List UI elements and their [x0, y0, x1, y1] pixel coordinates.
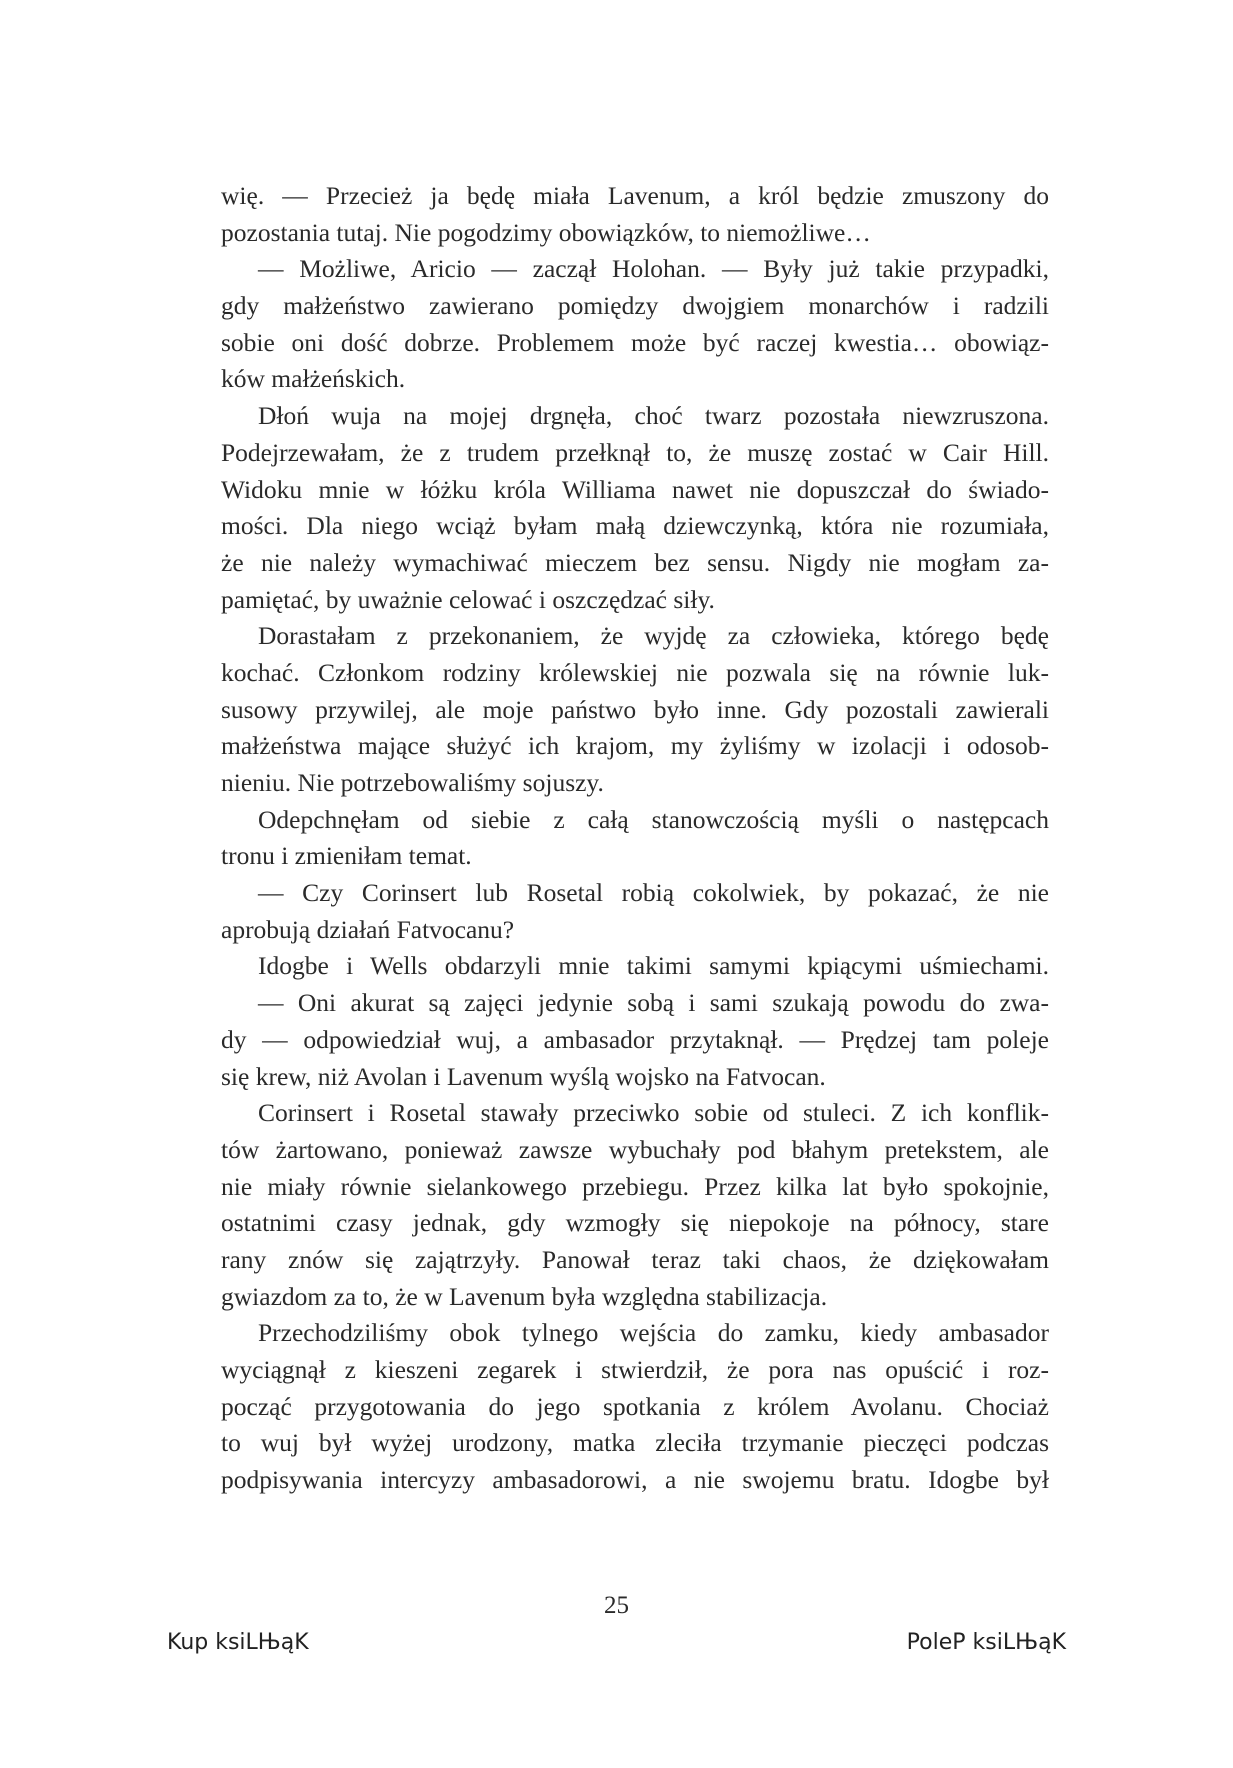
text-line: wyciągnął z kieszeni zegarek i stwierdził, że pora nas opuścić i roz-	[221, 1355, 1049, 1384]
text-line: — Oni akurat są zajęci jedynie sobą i sami szukają powodu do zwa-	[258, 988, 1049, 1018]
text-line: to wuj był wyżej urodzony, matka zleciła trzymanie pieczęci podczas	[221, 1428, 1049, 1458]
text-line: Odepchnęłam od siebie z całą stanowczością myśli o następcach	[258, 804, 1049, 834]
text-line: mości. Dla niego wciąż byłam małą dziewczynką, która nie rozumiała,	[221, 511, 1049, 541]
text-line: pamiętać, by uważnie celować i oszczędzać siły.	[221, 584, 715, 614]
text-line: małżeństwa mające służyć ich krajom, my żyliśmy w izolacji i odosob-	[221, 731, 1049, 761]
text-line: Dłoń wuja na mojej drgnęła, choć twarz pozostała niewzruszona.	[258, 401, 1049, 431]
text-line: Widoku mnie w łóżku króla Williama nawet nie dopuszczał do świado-	[221, 474, 1049, 504]
text-line: Podejrzewałam, że z trudem przełknął to, że muszę zostać w Cair Hill.	[221, 437, 1049, 467]
text-line: gdy małżeństwo zawierano pomiędzy dwojgiem monarchów i radzili	[221, 291, 1049, 321]
text-line: Przechodziliśmy obok tylnego wejścia do zamku, kiedy ambasador	[258, 1318, 1049, 1348]
footer-buy-link[interactable]: Kup ksiLЊąK	[167, 1630, 309, 1655]
text-line: susowy przywilej, ale moje państwo było inne. Gdy pozostali zawierali	[221, 694, 1049, 724]
text-line: się krew, niż Avolan i Lavenum wyślą wojsko na Fatvocan.	[221, 1061, 826, 1091]
text-line: gwiazdom za to, że w Lavenum była względna stabilizacja.	[221, 1281, 828, 1311]
text-line: Corinsert i Rosetal stawały przeciwko sobie od stuleci. Z ich konflik-	[258, 1098, 1049, 1128]
text-line: wię. — Przecież ja będę miała Lavenum, a król będzie zmuszony do	[221, 181, 1049, 210]
text-line: — Czy Corinsert lub Rosetal robią cokolwiek, by pokazać, że nie	[258, 878, 1049, 908]
text-line: tów żartowano, ponieważ zawsze wybuchały pod błahym pretekstem, ale	[221, 1134, 1049, 1164]
text-line: nieniu. Nie potrzebowaliśmy sojuszy.	[221, 768, 604, 797]
text-line: aprobują działań Fatvocanu?	[221, 914, 515, 944]
body-text	[221, 178, 1049, 1499]
page-number: 25	[604, 1592, 629, 1619]
text-line: pozostania tutaj. Nie pogodzimy obowiązków, to niemożliwe…	[221, 217, 871, 247]
text-line: ków małżeńskich.	[221, 364, 406, 394]
text-line: kochać. Członkom rodziny królewskiej nie pozwala się na równie luk-	[221, 657, 1049, 687]
text-line: — Możliwe, Aricio — zaczął Holohan. — Były już takie przypadki,	[258, 254, 1049, 284]
text-line: dy — odpowiedział wuj, a ambasador przytaknął. — Prędzej tam poleje	[221, 1024, 1049, 1054]
text-line: Dorastałam z przekonaniem, że wyjdę za człowieka, którego będę	[258, 621, 1049, 651]
text-line: tronu i zmieniłam temat.	[221, 841, 472, 871]
footer-recommend-link[interactable]: PoleP ksiLЊąK	[906, 1630, 1066, 1655]
text-line: sobie oni dość dobrze. Problemem może być raczej kwestia… obowiąz-	[221, 327, 1049, 357]
text-line: ostatnimi czasy jednak, gdy wzmogły się niepokoje na północy, stare	[221, 1208, 1049, 1238]
text-line: że nie należy wymachiwać mieczem bez sensu. Nigdy nie mogłam za-	[221, 547, 1049, 577]
text-line: podpisywania intercyzy ambasadorowi, a nie swojemu bratu. Idogbe był	[221, 1465, 1049, 1495]
text-line: Idogbe i Wells obdarzyli mnie takimi samymi kpiącymi uśmiechami.	[258, 951, 1049, 981]
text-line: nie miały równie sielankowego przebiegu. Przez kilka lat było spokojnie,	[221, 1171, 1049, 1201]
text-line: rany znów się zajątrzyły. Panował teraz taki chaos, że dziękowałam	[221, 1244, 1049, 1274]
text-line: począć przygotowania do jego spotkania z królem Avolanu. Chociaż	[221, 1391, 1049, 1421]
